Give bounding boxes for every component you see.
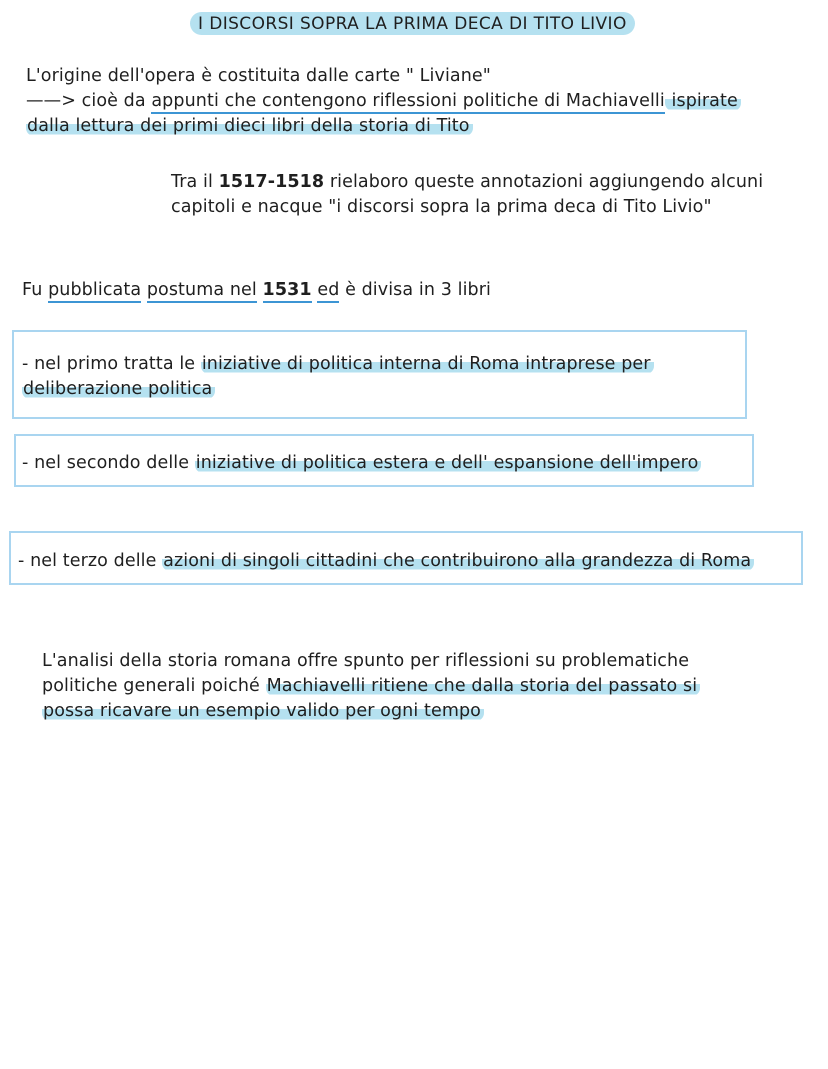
pub-underlined-2: postuma nel <box>147 280 257 303</box>
rework-text-2: capitoli e nacque "i discorsi sopra la prima deca di Tito Livio" <box>171 197 712 217</box>
rework-text-1a: Tra il <box>171 172 219 192</box>
book-one-text-a: - nel primo tratta le <box>22 354 201 374</box>
book-two-highlight: iniziative di politica estera e dell' espansione dell'impero <box>195 453 702 473</box>
pub-text-e: è divisa in 3 libri <box>339 280 491 300</box>
analysis-highlight-1: Machiavelli ritiene che dalla storia del passato si <box>266 676 701 696</box>
book-three-highlight: azioni di singoli cittadini che contribuirono alla grandezza di Roma <box>162 551 754 571</box>
origin-underlined: appunti che contengono riflessioni politiche di Machiavelli <box>151 91 665 114</box>
book-one-text-2: deliberazione politica <box>22 379 215 399</box>
origin-text-1: L'origine dell'opera è costituita dalle carte " Liviane" <box>26 66 491 86</box>
rework-line-1 <box>171 170 763 194</box>
analysis-text-1: L'analisi della storia romana offre spunto per riflessioni su problematiche <box>42 651 690 671</box>
analysis-line-3 <box>42 699 484 723</box>
origin-line-2 <box>26 89 741 113</box>
book-two-line <box>22 451 701 475</box>
origin-line-1 <box>26 64 491 88</box>
rework-text-1b: rielaboro queste annotazioni aggiungendo alcuni <box>324 172 764 192</box>
origin-text-3: dalla lettura dei primi dieci libri della storia di Tito <box>26 116 473 136</box>
arrow-icon: ——> <box>26 91 76 111</box>
rework-years: 1517-1518 <box>218 172 325 192</box>
analysis-highlight-2: possa ricavare un esempio valido per ogni tempo <box>42 701 484 721</box>
analysis-line-1 <box>42 649 689 673</box>
book-three-line <box>18 549 754 573</box>
pub-underlined-3: ed <box>317 280 339 303</box>
pub-text-a: Fu <box>22 280 49 300</box>
origin-text-2b: ispirate <box>665 91 741 111</box>
pub-text-c <box>257 280 263 300</box>
origin-text-2a: cioè da <box>75 91 152 111</box>
rework-line-2 <box>171 195 712 219</box>
book-one-line-1 <box>22 352 654 376</box>
analysis-line-2 <box>42 674 700 698</box>
origin-line-3 <box>26 114 473 138</box>
book-one-highlight: iniziative di politica interna di Roma intraprese per <box>201 354 654 374</box>
book-two-text-a: - nel secondo delle <box>22 453 195 473</box>
title-text: I DISCORSI SOPRA LA PRIMA DECA DI TITO LIVIO <box>190 12 635 35</box>
pub-year: 1531 <box>263 280 312 303</box>
book-three-text-a: - nel terzo delle <box>18 551 163 571</box>
publication-line <box>22 278 491 302</box>
analysis-text-2a: politiche generali poiché <box>42 676 266 696</box>
book-one-line-2 <box>22 377 215 401</box>
page-title <box>190 12 635 36</box>
pub-text-b <box>141 280 147 300</box>
pub-underlined-1: pubblicata <box>48 280 141 303</box>
